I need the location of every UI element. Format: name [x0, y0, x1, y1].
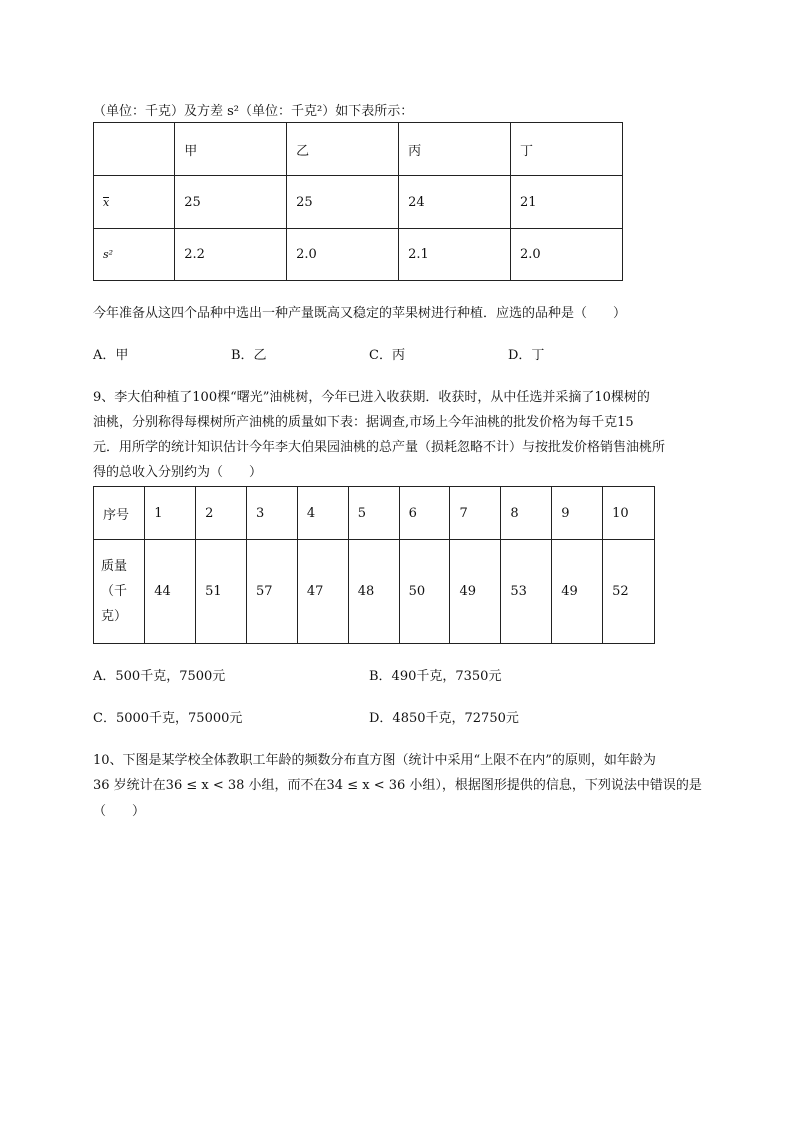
table2-mass: 44	[145, 540, 196, 644]
table2-index: 4	[297, 487, 348, 540]
table1-cell: 21	[511, 176, 623, 229]
table2-index: 5	[348, 487, 399, 540]
table2-index: 9	[552, 487, 603, 540]
q8-option-b[interactable]: B．乙	[231, 348, 267, 363]
q10-line: （ ）	[93, 804, 146, 819]
q9-option-d[interactable]: D．4850千克，72750元	[369, 711, 519, 726]
table2-index: 1	[145, 487, 196, 540]
peach-table	[93, 486, 655, 644]
table1-var-label: s²	[94, 229, 175, 281]
table1-header-bing: 丙	[399, 123, 511, 176]
table2-mass: 48	[348, 540, 399, 644]
table1-header-yi: 乙	[287, 123, 399, 176]
table1-header-jia: 甲	[175, 123, 287, 176]
table1-cell: 2.0	[287, 229, 399, 281]
table2-mass: 57	[246, 540, 297, 644]
q8-option-a[interactable]: A．甲	[93, 348, 129, 363]
q9-option-a[interactable]: A．500千克，7500元	[93, 669, 226, 684]
table2-mass: 49	[450, 540, 501, 644]
q9-line: 得的总收入分别约为（ ）	[93, 465, 263, 480]
table2-mass: 53	[501, 540, 552, 644]
table2-index: 6	[399, 487, 450, 540]
q9-line: 9、李大伯种植了100棵“曙光”油桃树，今年已进入收获期．收获时，从中任选并采摘了10棵树的	[93, 390, 650, 405]
table1-cell: 24	[399, 176, 511, 229]
q9-option-c[interactable]: C．5000千克，75000元	[93, 711, 243, 726]
intro-line: （单位：千克）及方差 s²（单位：千克²）如下表所示：	[93, 104, 414, 119]
table2-row1-label: 序号	[94, 487, 145, 540]
q9-line: 油桃，分别称得每棵树所产油桃的质量如下表：据调查,市场上今年油桃的批发价格为每千克15	[93, 415, 634, 430]
variety-table	[93, 122, 623, 281]
table1-cell: 25	[175, 176, 287, 229]
table2-row2-label: 质量 （千 克）	[94, 540, 145, 644]
table2-index: 8	[501, 487, 552, 540]
table1-cell: 2.0	[511, 229, 623, 281]
table1-mean-label: x	[94, 176, 175, 229]
table1-cell: 2.1	[399, 229, 511, 281]
table2-mass: 52	[603, 540, 655, 644]
table2-index: 7	[450, 487, 501, 540]
q10-line: 36 岁统计在36 ≤ x < 38 小组，而不在34 ≤ x < 36 小组），根据图形提供的信息，下列说法中错误的是	[93, 778, 702, 793]
q9-option-b[interactable]: B．490千克，7350元	[369, 669, 502, 684]
table2-mass: 50	[399, 540, 450, 644]
q10-line: 10、下图是某学校全体教职工年龄的频数分布直方图（统计中采用“上限不在内”的原则，如年龄为	[93, 753, 656, 768]
table2-index: 10	[603, 487, 655, 540]
table1-cell: 25	[287, 176, 399, 229]
table1-corner	[94, 123, 175, 176]
table2-mass: 47	[297, 540, 348, 644]
table1-cell: 2.2	[175, 229, 287, 281]
table1-header-ding: 丁	[511, 123, 623, 176]
q8-option-c[interactable]: C．丙	[369, 348, 405, 363]
q8-option-d[interactable]: D．丁	[508, 348, 545, 363]
table2-index: 2	[196, 487, 247, 540]
table2-mass: 49	[552, 540, 603, 644]
q8-stem: 今年准备从这四个品种中选出一种产量既高又稳定的苹果树进行种植．应选的品种是（ ）	[93, 306, 627, 321]
q9-line: 元．用所学的统计知识估计今年李大伯果园油桃的总产量（损耗忽略不计）与按批发价格销售油桃所	[93, 440, 666, 455]
table2-index: 3	[246, 487, 297, 540]
table2-mass: 51	[196, 540, 247, 644]
